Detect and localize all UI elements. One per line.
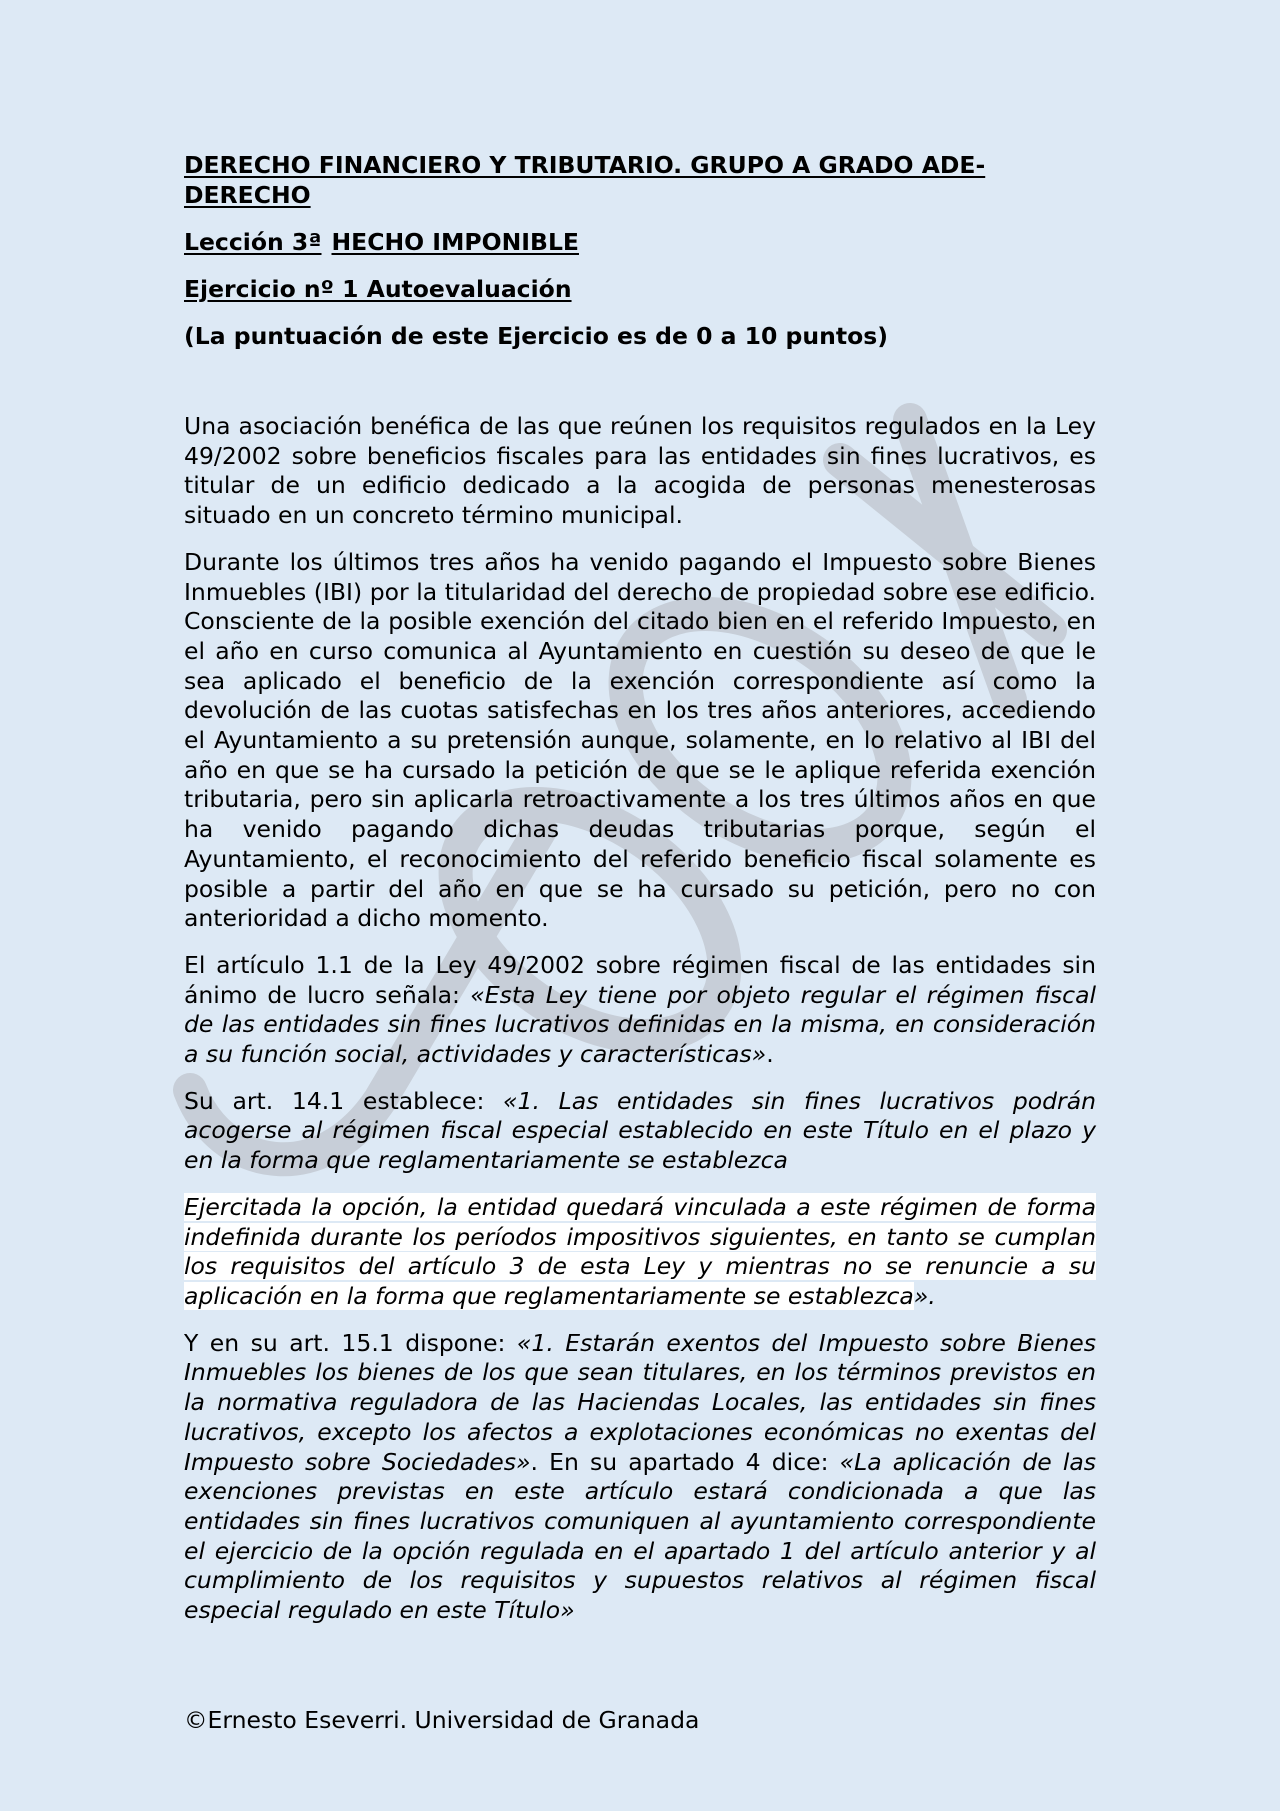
document-page [184,150,1096,1643]
score-note: (La puntuación de este Ejercicio es de 0 a 10 puntos) [184,322,888,350]
paragraph-3-end: . [766,1040,774,1069]
paragraph-6-intro: Y en su art. 15.1 dispone: [184,1328,517,1357]
lesson-topic: HECHO IMPONIBLE [331,228,579,256]
paragraph-1: Una asociación benéfica de las que reúnen los requisitos regulados en la Ley 49/2002 sobre beneficios fiscales para las entidades sin fines lucrativos, es titular de un edificio dedicado a la acogida de personas menesterosas situado en un concreto término municipal. [184,412,1096,530]
lesson-heading [184,227,1096,257]
document-title: DERECHO FINANCIERO Y TRIBUTARIO. GRUPO A GRADO ADE-DERECHO [184,151,986,209]
paragraph-4-intro: Su art. 14.1 establece: [184,1086,504,1115]
paragraph-2: Durante los últimos tres años ha venido pagando el Impuesto sobre Bienes Inmuebles (IBI) por la titularidad del derecho de propiedad sobre ese edificio. Consciente de la posible exención del citado bien en el referido Impuesto, en el año en curso comunica al Ayuntamiento en cuestión su deseo de que le sea aplicado el beneficio de la exención correspondiente así como la devolución de las cuotas satisfechas en los tres años anteriores, accediendo el Ayuntamiento a su pretensión aunque, solamente, en lo relativo al IBI del año en que se ha cursado la petición de que se le aplique referida exención tributaria, pero sin aplicarla retroactivamente a los tres últimos años en que ha venido pagando dichas deudas tributarias porque, según el Ayuntamiento, el reconocimiento del referido beneficio fiscal solamente es posible a partir del año en que se ha cursado su petición, pero no con anterioridad a dicho momento. [184,547,1096,933]
paragraph-5-end: ». [913,1281,936,1310]
lesson-label: Lección 3ª [184,228,322,256]
paragraph-3-quote: «Esta Ley tiene por objeto regular el régimen fiscal de las entidades sin fines lucrativos definidas en la misma, en consideración a su función social, actividades y características» [184,980,1097,1069]
paragraph-6-quote-2: «La aplicación de las exenciones previstas en este artículo estará condicionada a que las entidades sin fines lucrativos comuniquen al ayuntamiento correspondiente el ejercicio de la opción regulada en el apartado 1 del artículo anterior y al cumplimiento de los requisitos y supuestos relativos al régimen fiscal especial regulado en este Título» [184,1447,1097,1625]
paragraph-6-mid: . En su apartado 4 dice: [530,1447,840,1476]
footer-copyright: ©Ernesto Eseverri. Universidad de Granada [184,1706,700,1734]
paragraph-4-quote: «1. Las entidades sin fines lucrativos podrán acogerse al régimen fiscal especial establecido en este Título en el plazo y en la forma que reglamentariamente se establezca [184,1086,1096,1175]
paragraph-3-intro: El artículo 1.1 de la Ley 49/2002 sobre régimen fiscal de las entidades sin ánimo de lucro señala: [184,950,1096,1009]
exercise-heading: Ejercicio nº 1 Autoevaluación [184,275,572,303]
paragraph-6-quote-1: «1. Estarán exentos del Impuesto sobre Bienes Inmuebles los bienes de los que sean titulares, en los términos previstos en la normativa reguladora de las Haciendas Locales, las entidades sin fines lucrativos, excepto los afectos a explotaciones económicas no exentas del Impuesto sobre Sociedades» [184,1328,1096,1476]
paragraph-5-quote: Ejercitada la opción, la entidad quedará vinculada a este régimen de forma indefinida durante los períodos impositivos siguientes, en tanto se cumplan los requisitos del artículo 3 de esta Ley y mientras no se renuncie a su aplicación en la forma que reglamentariamente se establezca [184,1192,1096,1310]
paragraph-6 [184,1329,1096,1626]
paragraph-3 [184,951,1096,1070]
paragraph-5 [184,1193,1096,1312]
paragraph-4 [184,1087,1096,1176]
